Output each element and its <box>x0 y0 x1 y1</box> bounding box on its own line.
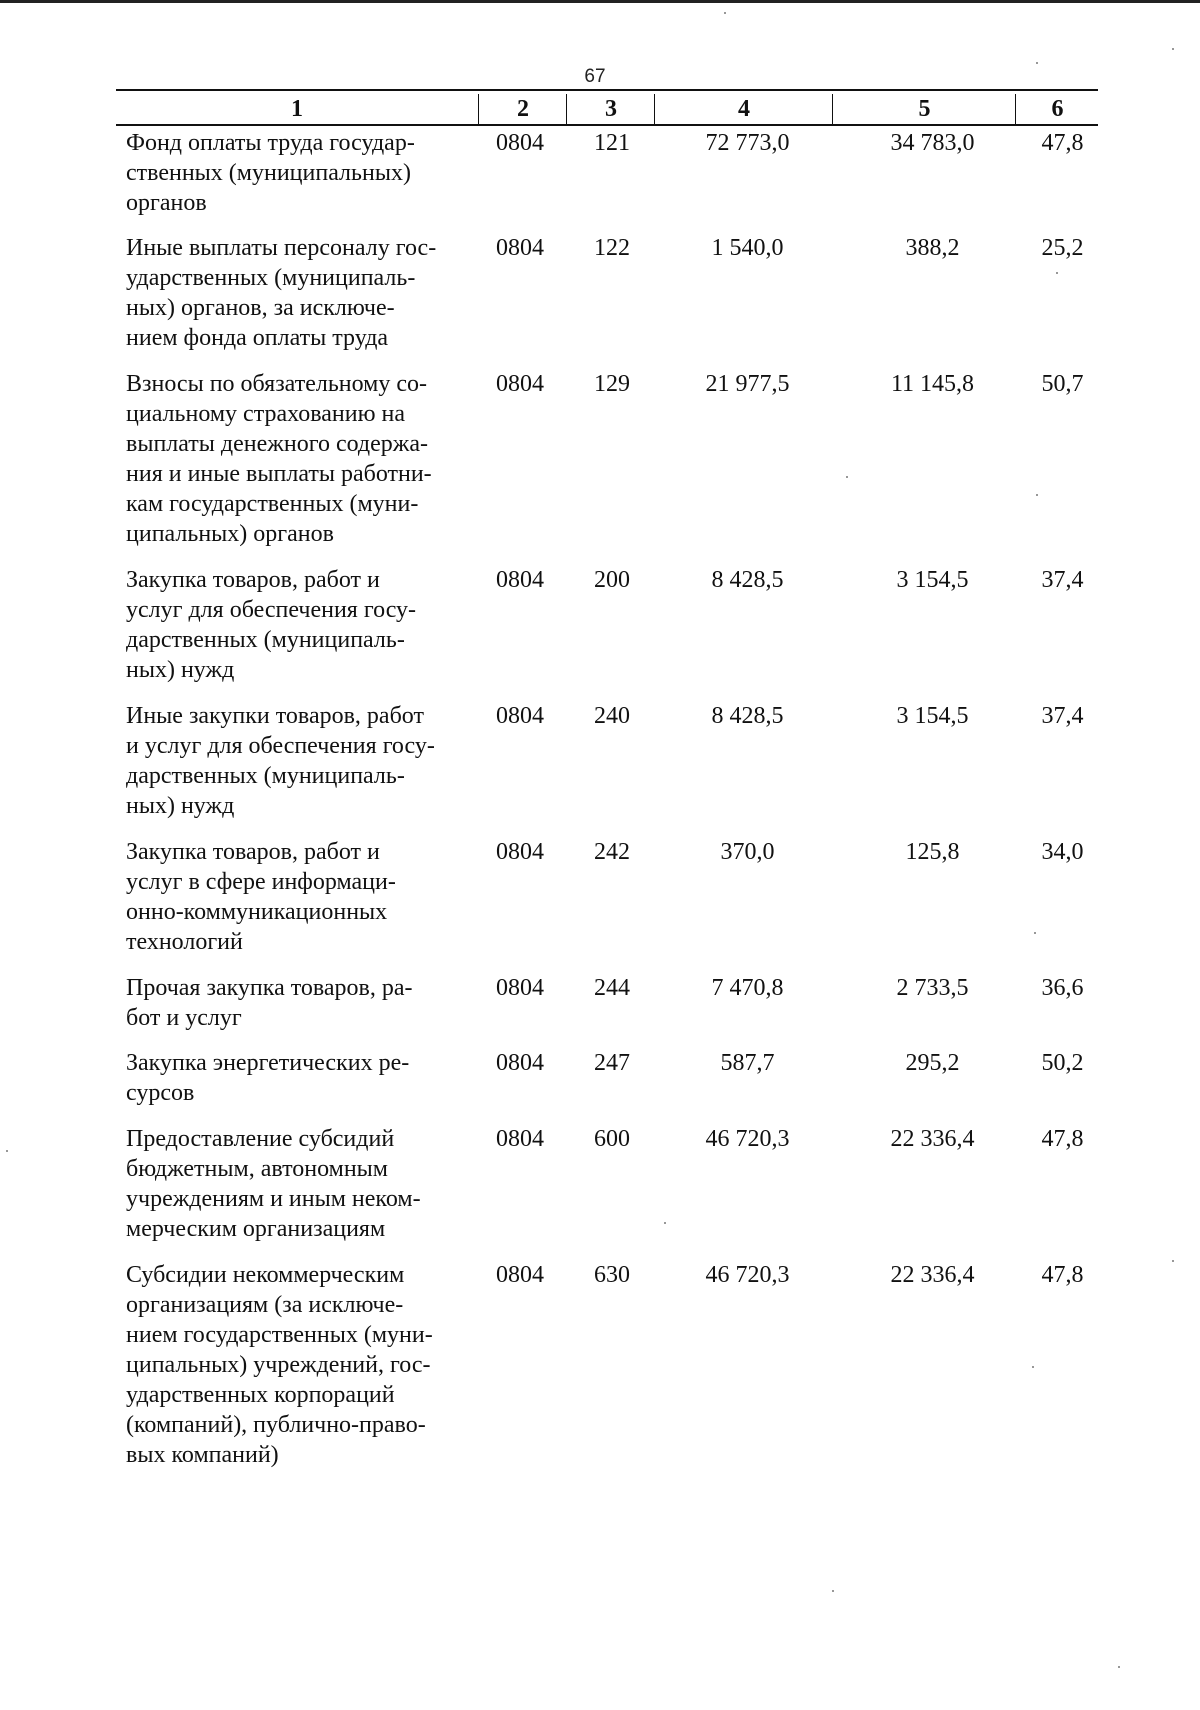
expense-type-code: 242 <box>594 839 630 865</box>
amount-col-4: 1 540,0 <box>711 235 784 261</box>
amount-col-4: 8 428,5 <box>711 703 784 729</box>
amount-col-5: 2 733,5 <box>896 975 969 1001</box>
percent-col-6: 37,4 <box>1041 567 1084 593</box>
scan-speck <box>724 12 726 14</box>
percent-col-6: 25,2 <box>1041 235 1084 261</box>
scan-speck <box>846 476 848 478</box>
expense-type-code: 244 <box>594 975 630 1001</box>
amount-col-5: 3 154,5 <box>896 567 969 593</box>
amount-col-5: 388,2 <box>905 235 960 261</box>
percent-col-6: 50,2 <box>1041 1050 1084 1076</box>
scan-speck <box>1172 1260 1174 1262</box>
amount-col-4: 46 720,3 <box>705 1126 790 1152</box>
section-code: 0804 <box>496 567 544 593</box>
section-code: 0804 <box>496 1126 544 1152</box>
header-col-5: 5 <box>832 94 1016 124</box>
amount-col-5: 34 783,0 <box>890 130 975 156</box>
row-description: Предоставление субсидий бюджетным, автономным учреждениям и иным неком- мерческим организациям <box>126 1126 421 1242</box>
expense-type-code: 600 <box>594 1126 630 1152</box>
row-description: Фонд оплаты труда государ- ственных (муниципальных) органов <box>126 130 415 216</box>
percent-col-6: 47,8 <box>1041 1126 1084 1152</box>
table-header-rule <box>116 124 1098 126</box>
expense-type-code: 122 <box>594 235 630 261</box>
expense-type-code: 240 <box>594 703 630 729</box>
row-description: Иные выплаты персоналу гос- ударственных (муниципаль- ных) органов, за исключе- нием фонда оплаты труда <box>126 235 437 351</box>
header-col-3: 3 <box>566 94 655 124</box>
amount-col-4: 587,7 <box>720 1050 775 1076</box>
section-code: 0804 <box>496 371 544 397</box>
row-description: Закупка товаров, работ и услуг для обеспечения госу- дарственных (муниципаль- ных) нужд <box>126 567 417 683</box>
amount-col-4: 21 977,5 <box>705 371 790 397</box>
scan-speck <box>1118 1666 1120 1668</box>
scan-speck <box>6 1150 8 1152</box>
amount-col-5: 3 154,5 <box>896 703 969 729</box>
row-description: Взносы по обязательному со- циальному страхованию на выплаты денежного содержа- ния и иные выплаты работни- кам государственных (муни- ципальных) органов <box>126 371 432 547</box>
header-col-2: 2 <box>478 94 567 124</box>
row-description: Субсидии некоммерческим организациям (за исключе- нием государственных (муни- ципальных) учреждений, гос- ударственных корпораций (компаний), публично-право- вых компаний) <box>126 1262 433 1468</box>
scan-speck <box>1032 1366 1034 1368</box>
header-col-4: 4 <box>654 94 833 124</box>
table-top-rule <box>116 89 1098 91</box>
scan-speck <box>1036 62 1038 64</box>
percent-col-6: 47,8 <box>1041 1262 1084 1288</box>
page-top-edge <box>0 0 1200 3</box>
expense-type-code: 121 <box>594 130 630 156</box>
row-description: Прочая закупка товаров, ра- бот и услуг <box>126 975 413 1031</box>
amount-col-4: 8 428,5 <box>711 567 784 593</box>
scan-speck <box>1056 272 1058 274</box>
scan-speck <box>1172 48 1174 50</box>
section-code: 0804 <box>496 975 544 1001</box>
section-code: 0804 <box>496 1262 544 1288</box>
row-description: Иные закупки товаров, работ и услуг для обеспечения госу- дарственных (муниципаль- ных) нужд <box>126 703 435 819</box>
amount-col-4: 7 470,8 <box>711 975 784 1001</box>
amount-col-5: 22 336,4 <box>890 1126 975 1152</box>
table-header-row <box>116 94 1098 124</box>
scan-speck <box>832 1590 834 1592</box>
section-code: 0804 <box>496 839 544 865</box>
percent-col-6: 47,8 <box>1041 130 1084 156</box>
amount-col-4: 72 773,0 <box>705 130 790 156</box>
section-code: 0804 <box>496 1050 544 1076</box>
scan-speck <box>1036 494 1038 496</box>
expense-type-code: 247 <box>594 1050 630 1076</box>
amount-col-5: 22 336,4 <box>890 1262 975 1288</box>
expense-type-code: 200 <box>594 567 630 593</box>
section-code: 0804 <box>496 235 544 261</box>
expense-type-code: 129 <box>594 371 630 397</box>
amount-col-5: 125,8 <box>905 839 960 865</box>
header-col-6: 6 <box>1015 94 1099 124</box>
page-number: 67 <box>584 66 606 87</box>
amount-col-5: 295,2 <box>905 1050 960 1076</box>
expense-type-code: 630 <box>594 1262 630 1288</box>
scan-speck <box>664 1222 666 1224</box>
amount-col-4: 46 720,3 <box>705 1262 790 1288</box>
percent-col-6: 50,7 <box>1041 371 1084 397</box>
scan-speck <box>1034 932 1036 934</box>
percent-col-6: 37,4 <box>1041 703 1084 729</box>
amount-col-4: 370,0 <box>720 839 775 865</box>
row-description: Закупка товаров, работ и услуг в сфере информаци- онно-коммуникационных технологий <box>126 839 396 955</box>
amount-col-5: 11 145,8 <box>890 371 975 397</box>
row-description: Закупка энергетических ре- сурсов <box>126 1050 410 1106</box>
section-code: 0804 <box>496 703 544 729</box>
section-code: 0804 <box>496 130 544 156</box>
percent-col-6: 36,6 <box>1041 975 1084 1001</box>
percent-col-6: 34,0 <box>1041 839 1084 865</box>
header-col-1: 1 <box>291 96 303 122</box>
